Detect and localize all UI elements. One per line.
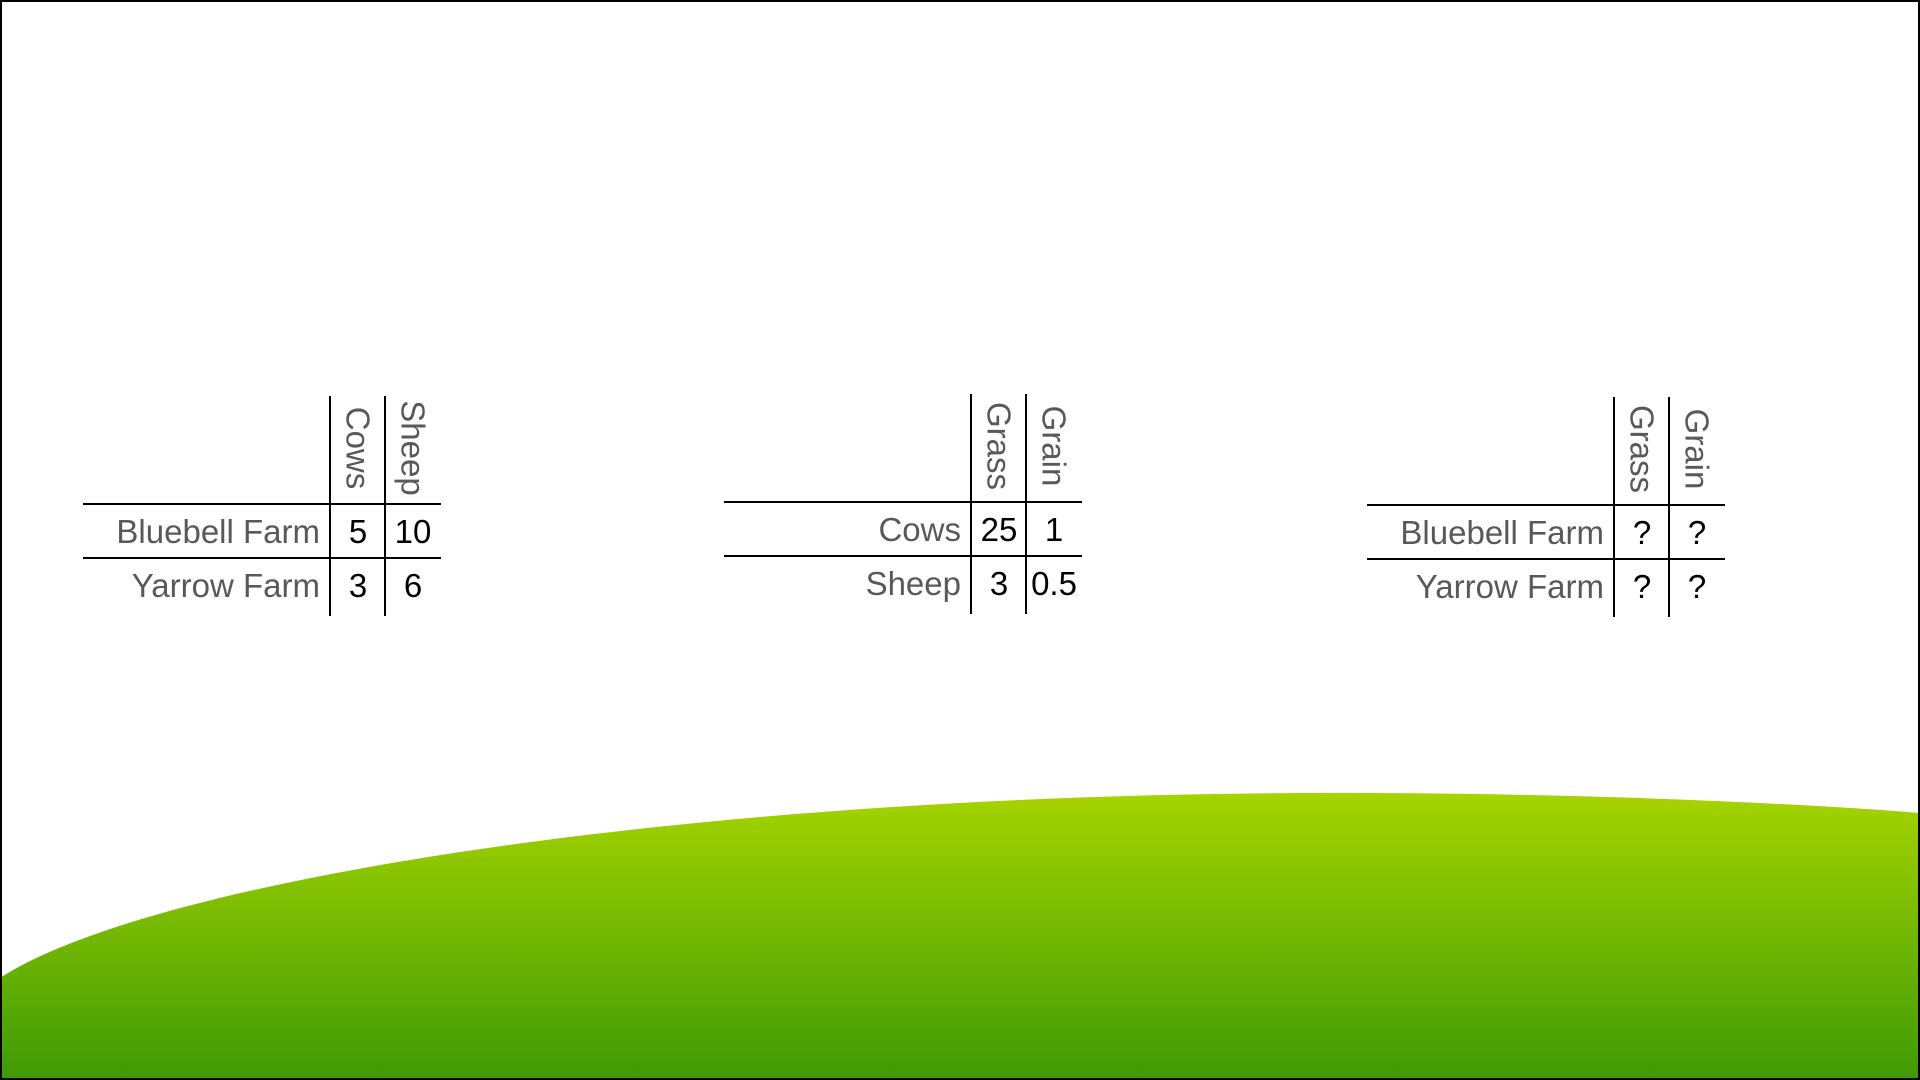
column-header-cows: Cows bbox=[339, 406, 377, 490]
cell-value: 25 bbox=[980, 511, 1018, 548]
table-animal-feed bbox=[724, 394, 1082, 614]
cell-unknown: ? bbox=[1632, 568, 1652, 605]
row-header-bluebell-farm: Bluebell Farm bbox=[1400, 514, 1604, 551]
cell-unknown: ? bbox=[1632, 514, 1652, 551]
cell-value: 3 bbox=[989, 565, 1009, 602]
cell-value: 3 bbox=[348, 567, 368, 604]
column-header-grain: Grain bbox=[1035, 405, 1073, 487]
cell-value: 0.5 bbox=[1031, 565, 1077, 602]
cell-unknown: ? bbox=[1687, 514, 1707, 551]
row-header-yarrow-farm: Yarrow Farm bbox=[1415, 568, 1604, 605]
column-header-sheep: Sheep bbox=[394, 400, 432, 496]
table-farm-animals bbox=[83, 396, 441, 616]
row-header-sheep: Sheep bbox=[865, 565, 961, 602]
row-header-yarrow-farm: Yarrow Farm bbox=[131, 567, 320, 604]
column-header-grain: Grain bbox=[1678, 408, 1716, 490]
row-header-bluebell-farm: Bluebell Farm bbox=[116, 513, 320, 550]
cell-value: 10 bbox=[394, 513, 432, 550]
cell-value: 1 bbox=[1044, 511, 1064, 548]
cell-value: 5 bbox=[348, 513, 368, 550]
column-header-grass: Grass bbox=[1623, 404, 1661, 494]
table-farm-feed-unknown bbox=[1367, 397, 1725, 617]
hill-shape bbox=[0, 793, 1920, 1080]
cell-unknown: ? bbox=[1687, 568, 1707, 605]
cell-value: 6 bbox=[403, 567, 423, 604]
row-header-cows: Cows bbox=[878, 511, 961, 548]
column-header-grass: Grass bbox=[980, 401, 1018, 491]
